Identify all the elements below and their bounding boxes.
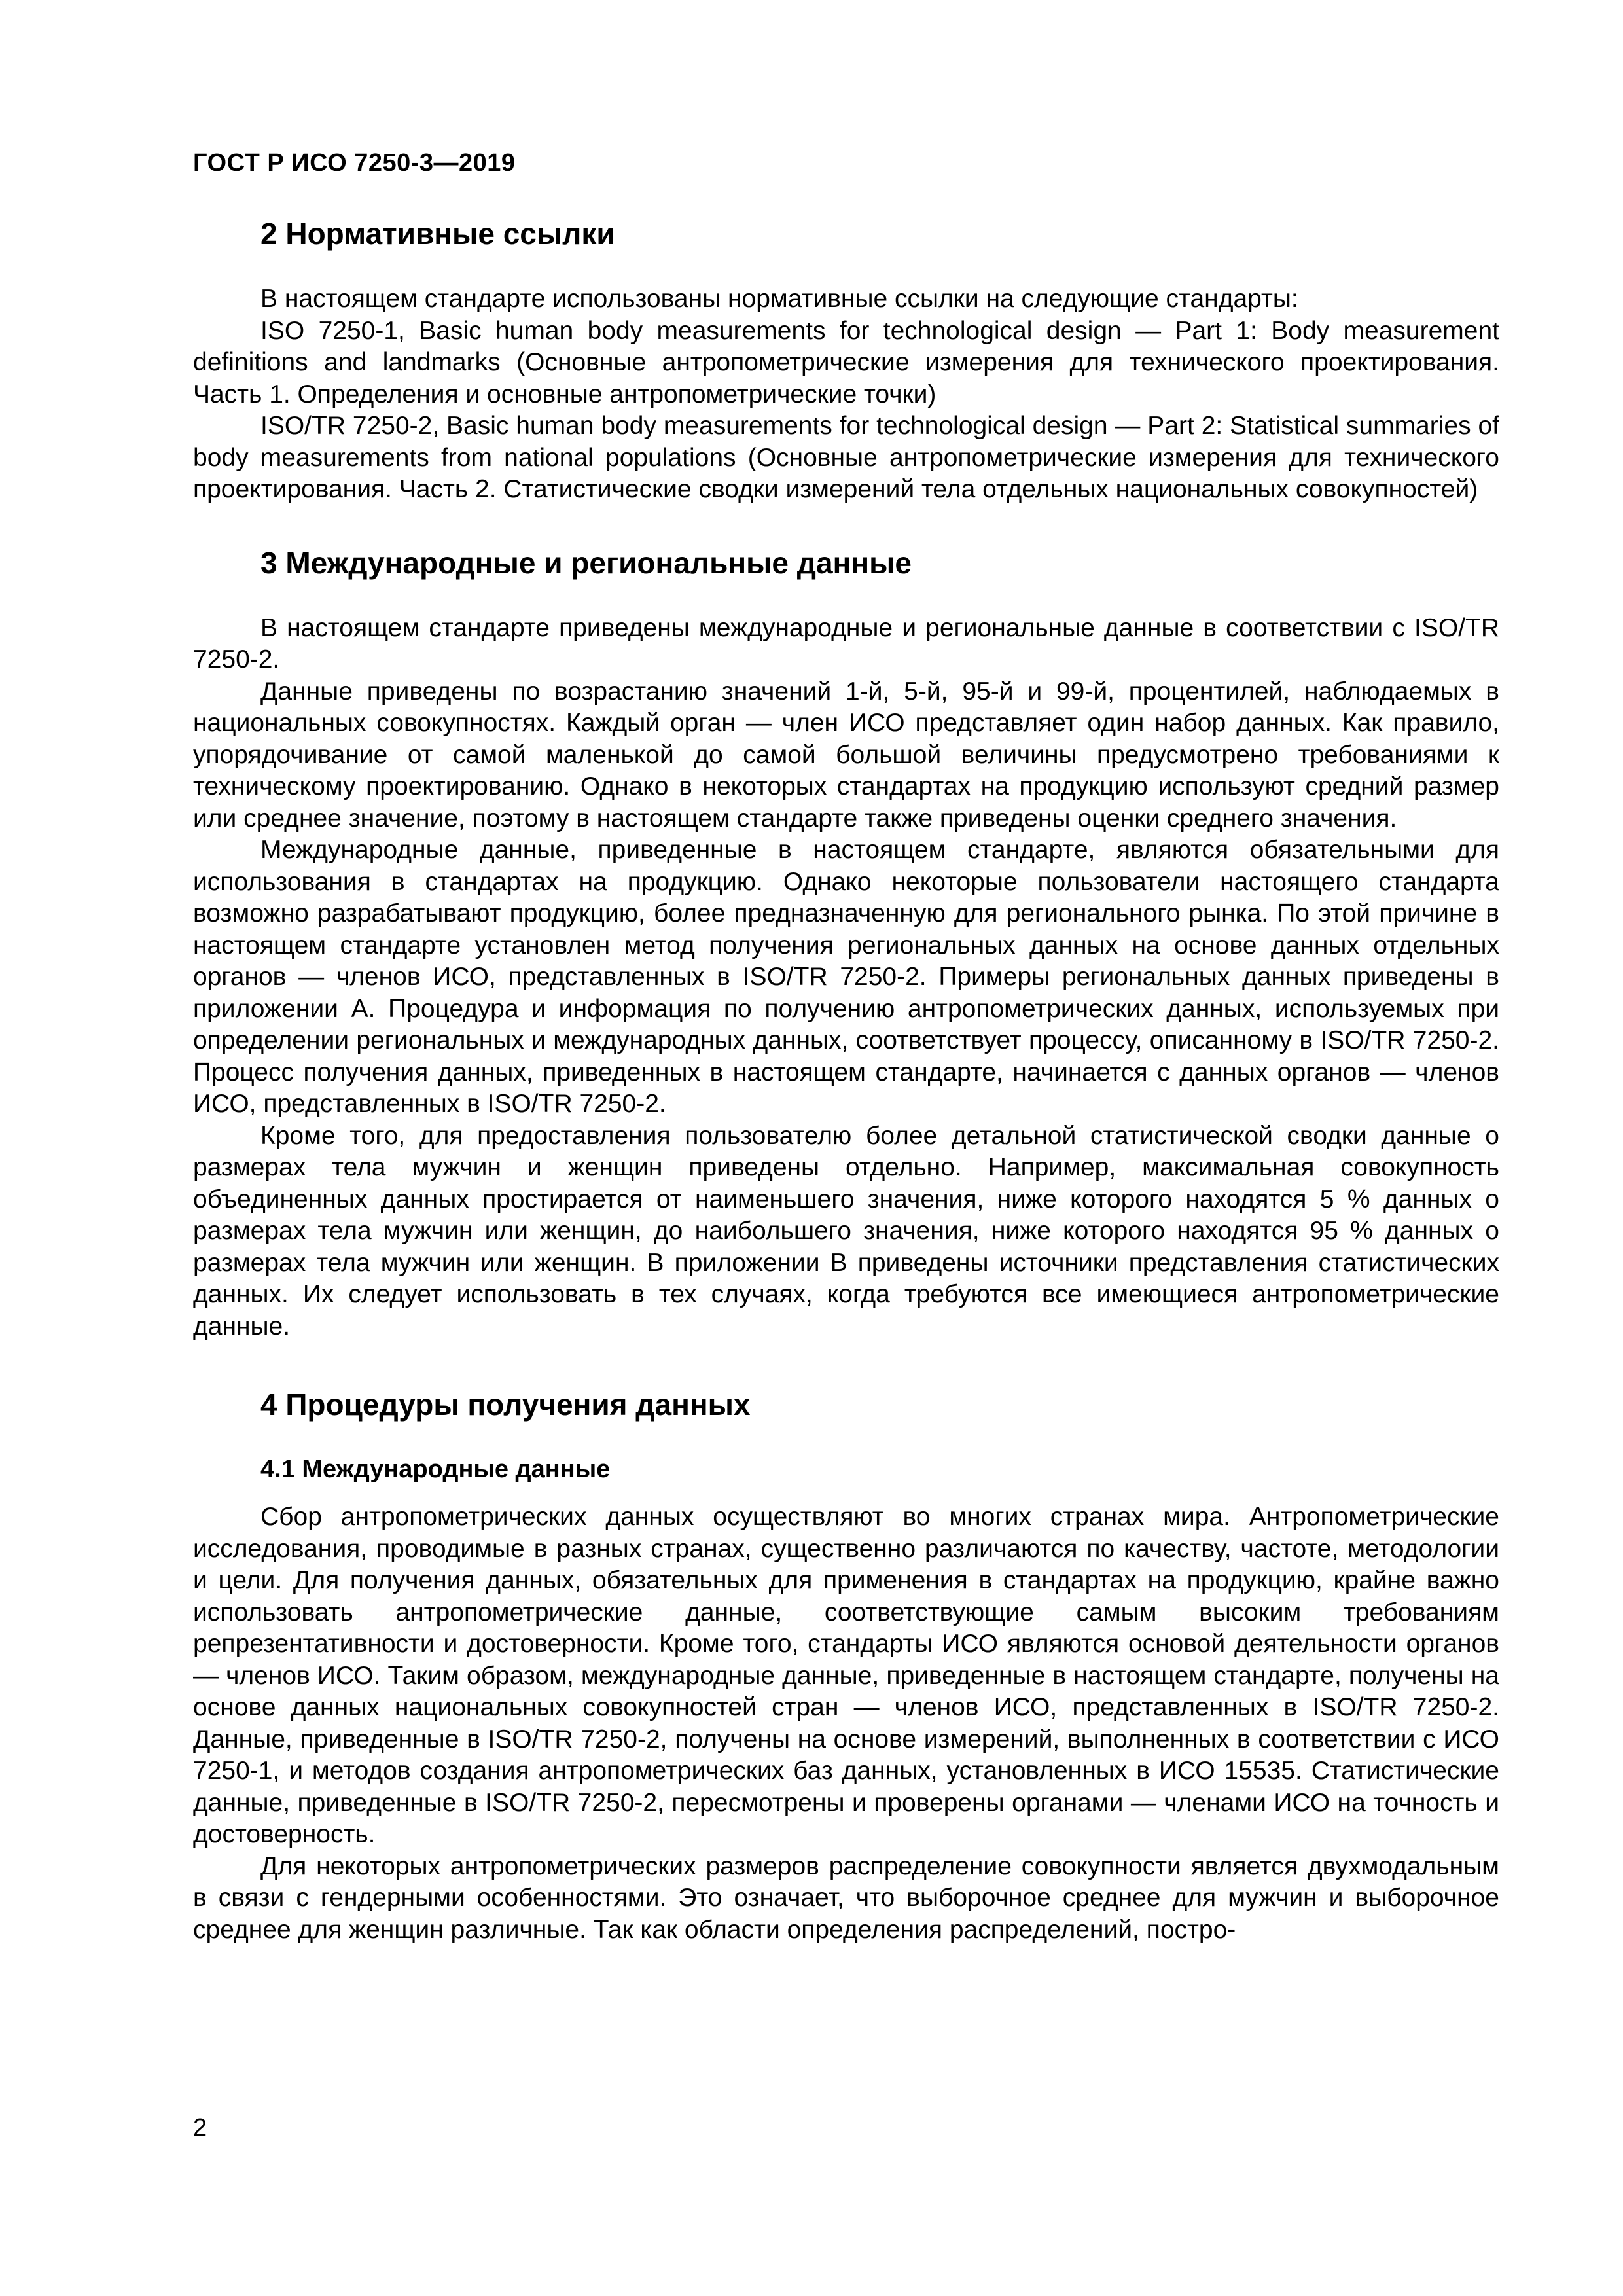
section-normative-references xyxy=(193,216,1499,506)
section-title: 2 Нормативные ссылки xyxy=(260,217,615,251)
paragraph: ISO 7250-1, Basic human body measurements for technological design — Part 1: Body measurement definitions and landmarks (Основные антропометрические измерения для технического проектирования. Часть 1. Определения и основные антропометрические точки) xyxy=(193,316,1499,408)
paragraph: Сбор антропометрических данных осуществляют во многих странах мира. Антропометрические исследования, проводимые в разных странах, существенно различаются по качеству, частоте, методологии и цели. Для получения данных, обязательных для применения в стандартах на продукцию, крайне важно использовать антропометрические данные, соответствующие самым высоким требованиям репрезентативности и достоверности. Кроме того, стандарты ИСО являются основой деятельности органов — членов ИСО. Таким образом, международные данные, приведенные в настоящем стандарте, получены на основе данных национальных совокупностей стран — членов ИСО, представленных в ISO/TR 7250-2. Данные, приведенные в ISO/TR 7250-2, получены на основе измерений, выполненных в соответствии с ИСО 7250-1, и методов создания антропометрических баз данных, установленных в ИСО 15535. Статистические данные, приведенные в ISO/TR 7250-2, пересмотрены и проверены органами — членами ИСО на точность и достоверность. xyxy=(193,1503,1499,1849)
document-body xyxy=(193,216,1499,1990)
section-international-regional-data xyxy=(193,545,1499,1343)
section-title: 3 Международные и региональные данные xyxy=(260,545,912,580)
paragraph: В настоящем стандарте использованы нормативные ссылки на следующие стандарты: xyxy=(260,285,1298,314)
paragraph: В настоящем стандарте приведены международные и региональные данные в соответствии с ISO/TR 7250-2. xyxy=(193,613,1499,674)
document-code-header: ГОСТ Р ИСО 7250-3—2019 xyxy=(193,149,516,177)
paragraph: Кроме того, для предоставления пользователю более детальной статистической сводки данные о размерах тела мужчин и женщин приведены отдельно. Например, максимальная совокупность объединенных данных простирается от наименьшего значения, ниже которого находятся 5 % данных о размерах тела мужчин или женщин, до наибольшего значения, ниже которого находятся 95 % данных о размерах тела мужчин или женщин. В приложении В приведены источники представления статистических данных. Их следует использовать в тех случаях, когда требуются все имеющиеся антропометрические данные. xyxy=(193,1121,1499,1340)
paragraph: ISO/TR 7250-2, Basic human body measurements for technological design — Part 2: Statistical summaries of body measurements from national populations (Основные антропометрические измерения для технического проектирования. Часть 2. Статистические сводки измерений тела отдельных национальных совокупностей) xyxy=(193,412,1499,504)
section-data-procedures xyxy=(193,1387,1499,1946)
paragraph: Данные приведены по возрастанию значений 1-й, 5-й, 95-й и 99-й, процентилей, наблюдаемых в национальных совокупностях. Каждый орган — член ИСО представляет один набор данных. Как правило, упорядочивание от самой маленькой до самой большой величины предусмотрено требованиями к техническому проектированию. Однако в некоторых стандартах на продукцию используют средний размер или среднее значение, поэтому в настоящем стандарте также приведены оценки среднего значения. xyxy=(193,677,1499,833)
section-title: 4 Процедуры получения данных xyxy=(260,1388,751,1422)
page-number: 2 xyxy=(193,2114,207,2142)
subsection-international-data xyxy=(193,1455,1499,1946)
paragraph: Международные данные, приведенные в настоящем стандарте, являются обязательными для использования в стандартах на продукцию. Однако некоторые пользователи настоящего стандарта возможно разрабатывают продукцию, более предназначенную для регионального рынка. По этой причине в настоящем стандарте установлен метод получения региональных данных на основе данных отдельных органов — членов ИСО, представленных в ISO/TR 7250-2. Примеры региональных данных приведены в приложении А. Процедура и информация по получению антропометрических данных, используемых при определении региональных и международных данных, соответствует процессу, описанному в ISO/TR 7250-2. Процесс получения данных, приведенных в настоящем стандарте, начинается с данных органов — членов ИСО, представленных в ISO/TR 7250-2. xyxy=(193,836,1499,1119)
subsection-title: 4.1 Международные данные xyxy=(260,1455,611,1483)
paragraph: Для некоторых антропометрических размеров распределение совокупности является двухмодальным в связи с гендерными особенностями. Это означает, что выборочное среднее для мужчин и выборочное среднее для женщин различные. Так как области определения распределений, постро- xyxy=(193,1852,1499,1944)
